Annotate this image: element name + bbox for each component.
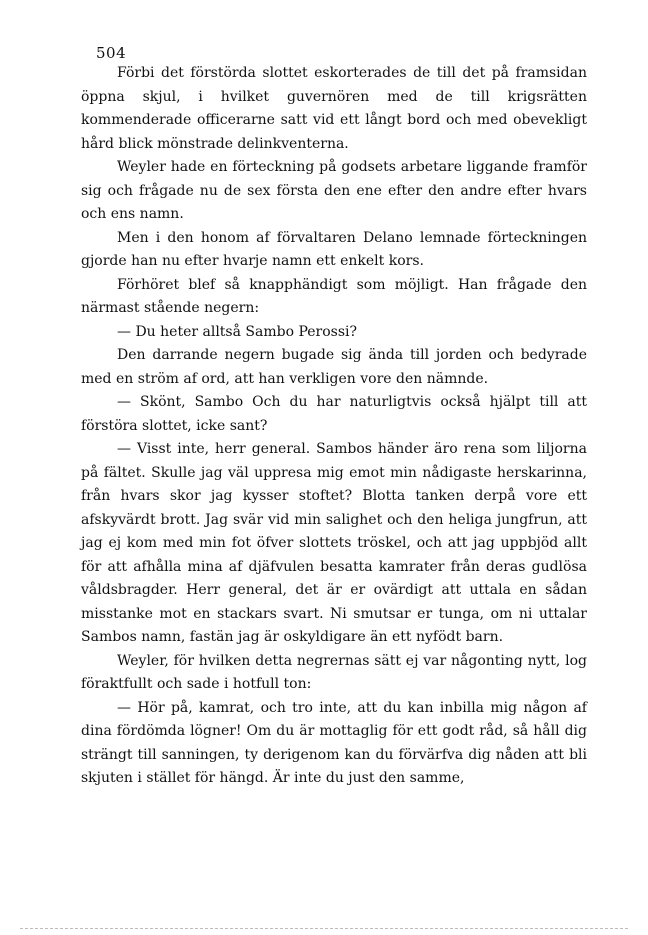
paragraph: Men i den honom af förvaltaren Delano lemnade förteckningen gjorde han nu efter hvarje namn ett enkelt kors. <box>81 229 587 269</box>
paragraph: Weyler hade en förteckning på godsets arbetare liggande framför sig och frågade nu de sex första den ene efter den andre efter hvars och ens namn. <box>81 159 587 222</box>
dialogue-line: — Skönt, Sambo Och du har naturligtvis också hjälpt till att förstöra slottet, icke sant? <box>81 394 587 434</box>
body-text <box>81 62 587 791</box>
paragraph: Weyler, för hvilken detta negrernas sätt ej var någonting nytt, log föraktfullt och sade i hotfull ton: <box>81 652 587 692</box>
paragraph: Förbi det förstörda slottet eskorterades de till det på framsidan öppna skjul, i hvilket guvernören med de till krigsrätten kommenderade officerarne satt vid ett långt bord och med obevekligt hård blick mönstrade delinkventerna. <box>81 65 587 152</box>
dialogue-line: — Hör på, kamrat, och tro inte, att du kan inbilla mig någon af dina fördömda lögner! Om du är mottaglig för ett godt råd, så håll dig strängt till sanningen, ty derigenom kan du förvärfva dig nåden att bli skjuten i stället för hängd. Är inte du just den samme, <box>81 699 587 786</box>
dialogue-line: — Visst inte, herr general. Sambos händer äro rena som liljorna på fältet. Skulle jag väl uppresa mig emot min nådigaste herskarinna, från hvars skor jag kysser stoftet? Blotta tanken derpå vore ett afskyvärdt brott. Jag svär vid min salighet och den heliga jungfrun, att jag ej kom med min fot öfver slottets tröskel, och att jag uppbjöd allt för att afhålla mina af djäfvulen besatta kamrater från deras gudlösa våldsbragder. Herr general, det är er ovärdigt att uttala en sådan misstanke mot en stackars svart. Ni smutsar er tunga, om ni uttalar Sambos namn, fastän jag är oskyldigare än ett nyfödt barn. <box>81 441 587 645</box>
dialogue-line: — Du heter alltså Sambo Perossi? <box>117 323 358 340</box>
paragraph: Den darrande negern bugade sig ända till jorden och bedyrade med en ström af ord, att han verkligen vore den nämnde. <box>81 347 587 387</box>
page-number: 504 <box>96 44 127 62</box>
page-bottom-rule <box>20 928 628 929</box>
paragraph: Förhöret blef så knapphändigt som möjligt. Han frågade den närmast stående negern: <box>81 276 587 316</box>
